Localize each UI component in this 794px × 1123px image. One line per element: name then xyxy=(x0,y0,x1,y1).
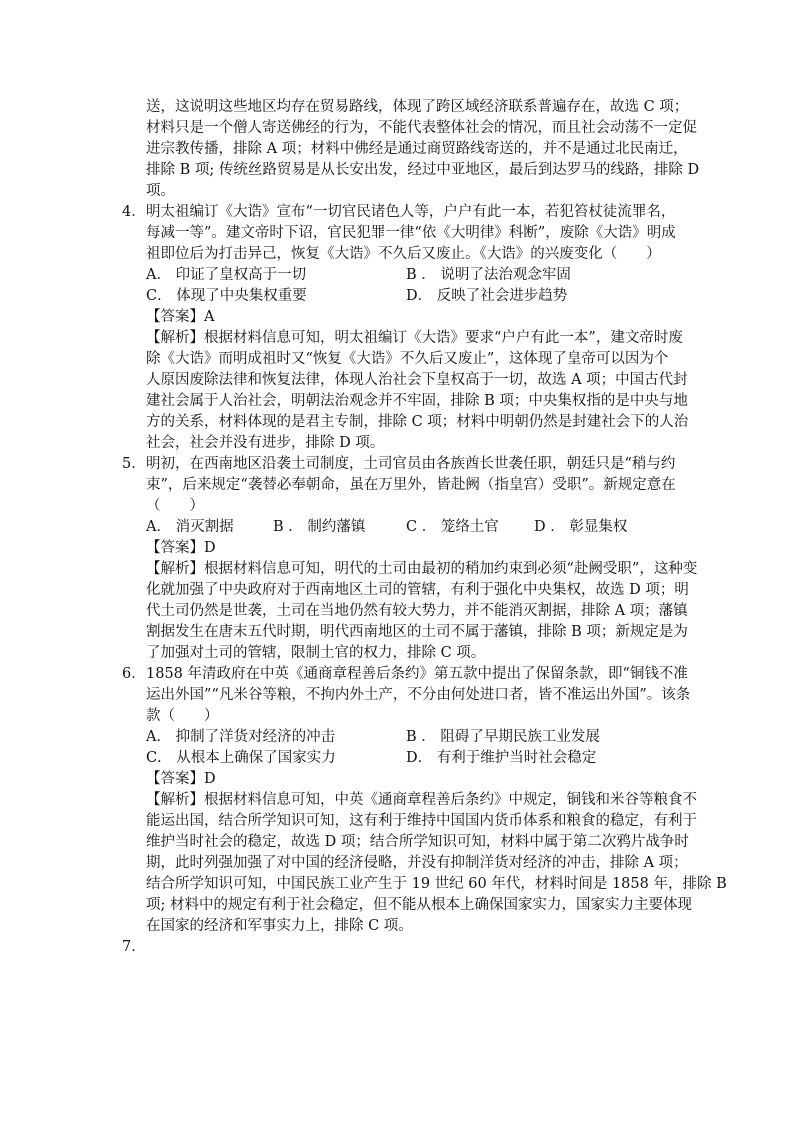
analysis-line: 方的关系，材料体现的是君主专制，排除 C 项；材料中明朝仍然是封建社会下的人治 xyxy=(146,414,689,430)
option-b: B ． 说明了法治观念牢固 xyxy=(406,267,571,283)
option-b: B ． 制约藩镇 xyxy=(273,519,366,535)
option-b: B ． 阻碍了早期民族工业发展 xyxy=(406,729,600,745)
question-number: 5． xyxy=(122,456,146,472)
analysis-line: 建社会属于人治社会，明朝法治观念并不牢固，排除 B 项；中央集权指的是中央与地 xyxy=(146,393,688,409)
analysis-line: 结合所学知识可知，中国民族工业产生于 19 世纪 60 年代，材料时间是 1858 年，排除 B xyxy=(146,876,727,892)
analysis-line: 期，此时列强加强了对中国的经济侵略，并没有抑制洋货对经济的冲击，排除 A 项； xyxy=(146,855,688,871)
option-c: C． 体现了中央集权重要 xyxy=(146,288,307,304)
option-a: A． 抑制了洋货对经济的冲击 xyxy=(146,729,336,745)
answer: 【答案】A xyxy=(146,309,215,325)
lead-line: 材料只是一个僧人寄送佛经的行为，不能代表整体社会的情况，而且社会动荡不一定促 xyxy=(146,120,697,136)
analysis-line: 能运出国，结合所学知识可知，这有利于维持中国国内货币体系和粮食的稳定，有利于 xyxy=(146,813,697,829)
question-stem: 款（ ） xyxy=(146,708,219,724)
option-a: A． 消灭割据 xyxy=(146,519,234,535)
question-stem: 明初，在西南地区沿袭土司制度，土司官员由各族酋长世袭任职，朝廷只是“稍与约 xyxy=(146,456,676,472)
analysis-line: 在国家的经济和军事实力上，排除 C 项。 xyxy=(146,918,413,934)
question-stem: 1858 年清政府在中英《通商章程善后条约》第五款中提出了保留条款，即“铜钱不准 xyxy=(146,666,688,682)
question-stem: 束”，后来规定“袭替必奉朝命，虽在万里外，皆赴阙（指皇宫）受职”。新规定意在 xyxy=(146,477,676,493)
analysis-line: 【解析】根据材料信息可知，明代的土司由最初的稍加约束到必须“赴阙受职”，这种变 xyxy=(146,561,698,577)
option-d: D． 反映了社会进步趋势 xyxy=(406,288,568,304)
lead-line: 排除 B 项; 传统丝路贸易是从长安出发，经过中亚地区，最后到达罗马的线路，排除 D xyxy=(146,162,700,178)
analysis-line: 了加强对土司的管辖，限制土官的权力，排除 C 项。 xyxy=(146,645,486,661)
analysis-line: 【解析】根据材料信息可知，明太祖编订《大诰》要求“户户有此一本”，建文帝时废 xyxy=(146,330,683,346)
answer: 【答案】D xyxy=(146,540,216,556)
option-a: A． 印证了皇权高于一切 xyxy=(146,267,307,283)
question-stem: 祖即位后为打击异己，恢复《大诰》不久后又废止。《大诰》的兴废变化（ ） xyxy=(146,246,661,262)
analysis-line: 代土司仍然是世袭，土司在当地仍然有较大势力，并不能消灭割据，排除 A 项；藩镇 xyxy=(146,603,688,619)
question-stem: 每减一等”。建文帝时下诏，官民犯罪一律“依《大明律》科断”，废除《大诰》明成 xyxy=(146,225,676,241)
option-c: C ． 笼络土官 xyxy=(406,519,499,535)
option-d: D ． 彰显集权 xyxy=(534,519,628,535)
lead-line: 送，这说明这些地区均存在贸易路线，体现了跨区域经济联系普遍存在，故选 C 项； xyxy=(146,99,689,115)
analysis-line: 【解析】根据材料信息可知，中英《通商章程善后条约》中规定，铜钱和米谷等粮食不 xyxy=(146,792,697,808)
option-c: C． 从根本上确保了国家实力 xyxy=(146,750,336,766)
lead-line: 项。 xyxy=(146,183,175,199)
analysis-line: 社会，社会并没有进步，排除 D 项。 xyxy=(146,435,385,451)
analysis-line: 割据发生在唐末五代时期，明代西南地区的土司不属于藩镇，排除 B 项；新规定是为 xyxy=(146,624,688,640)
question-stem: 运出外国”“凡米谷等粮，不拘内外土产，不分由何处进口者，皆不准运出外国”。该条 xyxy=(146,687,691,703)
answer: 【答案】D xyxy=(146,771,216,787)
analysis-line: 项; 材料中的规定有利于社会稳定，但不能从根本上确保国家实力，国家实力主要体现 xyxy=(146,897,692,913)
analysis-line: 人原因废除法律和恢复法律，体现人治社会下皇权高于一切，故选 A 项；中国古代封 xyxy=(146,372,688,388)
analysis-line: 除《大诰》而明成祖时又“恢复《大诰》不久后又废止”，这体现了皇帝可以因为个 xyxy=(146,351,669,367)
analysis-line: 化就加强了中央政府对于西南地区土司的管辖，有利于强化中央集权，故选 D 项；明 xyxy=(146,582,689,598)
analysis-line: 维护当时社会的稳定，故选 D 项；结合所学知识可知，材料中属于第二次鸦片战争时 xyxy=(146,834,689,850)
question-number: 4． xyxy=(122,204,146,220)
question-number: 7． xyxy=(122,939,146,955)
option-d: D． 有利于维护当时社会稳定 xyxy=(406,750,597,766)
question-stem: 明太祖编订《大诰》宣布“一切官民诸色人等，户户有此一本，若犯笞杖徒流罪名， xyxy=(146,204,676,220)
question-stem: （ ） xyxy=(146,498,204,514)
lead-line: 进宗教传播，排除 A 项；材料中佛经是通过商贸路线寄送的，并不是通过北民南迁， xyxy=(146,141,688,157)
question-number: 6． xyxy=(122,666,146,682)
